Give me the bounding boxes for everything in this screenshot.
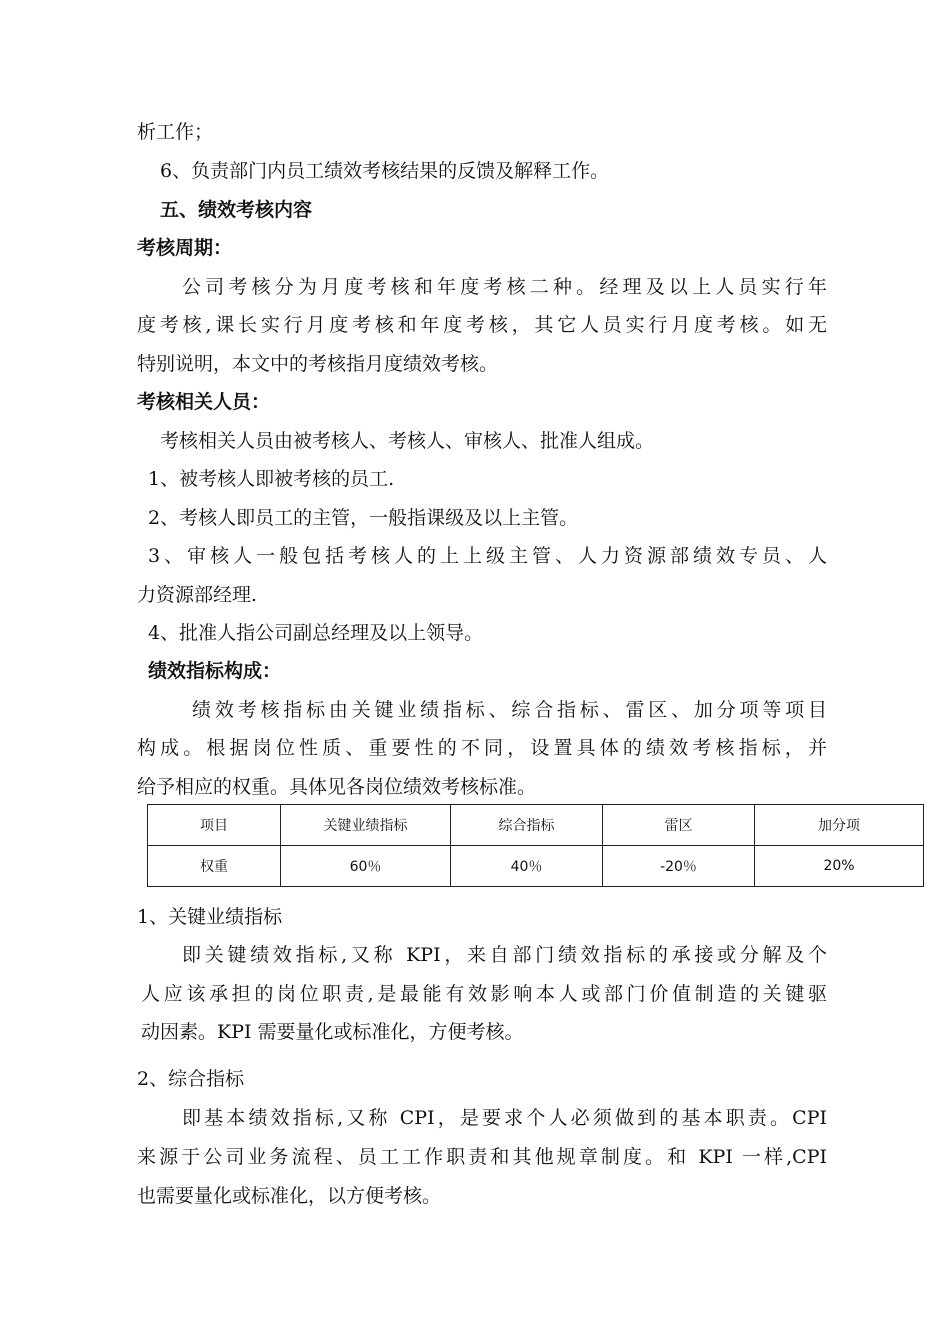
text-line: 绩效考核指标由关键业绩指标、综合指标、雷区、加分项等项目 — [192, 699, 827, 721]
list-item: 4、批准人指公司副总经理及以上领导。 — [148, 622, 484, 644]
table-header-row — [148, 805, 924, 846]
text-line: 考核相关人员由被考核人、考核人、审核人、批准人组成。 — [160, 430, 655, 452]
table-row — [148, 846, 924, 887]
text-line: 来源于公司业务流程、员工工作职责和其他规章制度。和 KPI 一样,CPI — [137, 1146, 827, 1168]
table-cell: 60％ — [281, 846, 451, 887]
table-header-cell: 加分项 — [755, 805, 924, 846]
table-cell: 权重 — [148, 846, 281, 887]
text-line: 力资源部经理. — [137, 584, 258, 606]
text-line: 动因素。KPI 需要量化或标准化，方便考核。 — [141, 1021, 524, 1043]
text-line: 析工作； — [137, 121, 214, 143]
section-heading: 五、绩效考核内容 — [160, 199, 313, 221]
table-header-cell: 项目 — [148, 805, 281, 846]
text-line: 公司考核分为月度考核和年度考核二种。经理及以上人员实行年 — [182, 276, 827, 298]
list-item: 3、审核人一般包括考核人的上上级主管、人力资源部绩效专员、人 — [148, 545, 827, 567]
subheading-personnel: 考核相关人员： — [137, 391, 271, 413]
text-line: 给予相应的权重。具体见各岗位绩效考核标准。 — [137, 776, 537, 798]
list-item: 1、被考核人即被考核的员工. — [148, 468, 395, 490]
text-line: 即关键绩效指标,又称 KPI，来自部门绩效指标的承接或分解及个 — [182, 944, 827, 966]
text-line: 度考核,课长实行月度考核和年度考核，其它人员实行月度考核。如无 — [137, 314, 827, 336]
table-header-cell: 综合指标 — [451, 805, 603, 846]
subheading-cycle: 考核周期： — [137, 237, 233, 259]
table-cell: 40％ — [451, 846, 603, 887]
text-line: 也需要量化或标准化，以方便考核。 — [137, 1185, 442, 1207]
text-line: 构成。根据岗位性质、重要性的不同，设置具体的绩效考核指标，并 — [137, 737, 827, 759]
text-line: 特别说明，本文中的考核指月度绩效考核。 — [137, 353, 499, 375]
table-header-cell: 关键业绩指标 — [281, 805, 451, 846]
table-cell: -20％ — [603, 846, 755, 887]
table-header-cell: 雷区 — [603, 805, 755, 846]
table-cell: 20% — [755, 846, 924, 887]
text-line: 即基本绩效指标,又称 CPI，是要求个人必须做到的基本职责。CPI — [182, 1107, 827, 1129]
subheading-kpi: 1、关键业绩指标 — [137, 906, 283, 928]
subheading-cpi: 2、综合指标 — [137, 1068, 245, 1090]
text-line: 人应该承担的岗位职责,是最能有效影响本人或部门价值制造的关键驱 — [141, 983, 827, 1005]
text-line: 6、负责部门内员工绩效考核结果的反馈及解释工作。 — [160, 160, 610, 182]
subheading-indicators: 绩效指标构成： — [148, 660, 282, 682]
list-item: 2、考核人即员工的主管，一般指课级及以上主管。 — [148, 507, 579, 529]
weight-table — [147, 804, 924, 887]
